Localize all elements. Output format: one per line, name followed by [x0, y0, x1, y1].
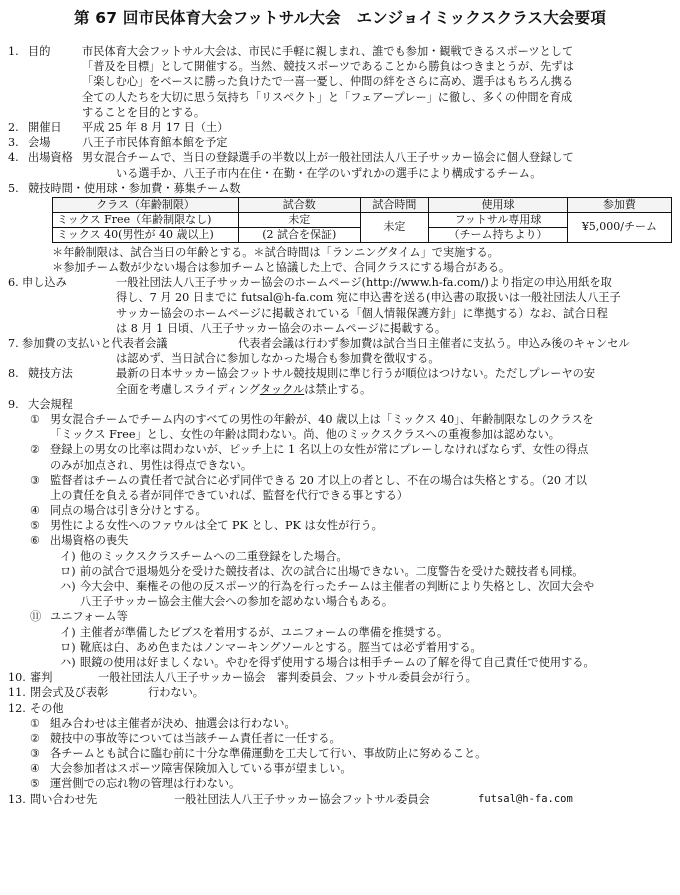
rule-item: [8, 442, 672, 457]
item-mark: ②: [30, 731, 41, 745]
section-label: 審判: [30, 671, 53, 685]
item-mark: ②: [30, 443, 41, 457]
section-number: 4.: [8, 151, 19, 165]
rule-text: のみが加点され、男性は得点できない。: [50, 458, 253, 472]
section-number: 12.: [8, 701, 26, 715]
sub-text: 眼鏡の使用は好ましくない。やむを得ず使用する場合は相手チームの了解を得て自己責任で使用する。: [80, 655, 595, 669]
time-cell: 未定: [360, 212, 429, 242]
application-text: は 8 月 1 日頃、八王子サッカー協会のホームページに掲載する。: [116, 321, 447, 335]
ball-note: （チーム持ちより）: [429, 227, 568, 242]
section-label: 問い合わせ先: [30, 792, 98, 806]
other-text: 運営側での忘れ物の管理は行わない。: [50, 777, 241, 791]
table-note: [8, 260, 672, 275]
section-label: 開催日: [28, 120, 62, 134]
section-label: 参加費の支払いと代表者会議: [22, 337, 168, 350]
rules-text-c: は禁止する。: [304, 382, 372, 396]
other-text: 組み合わせは主催者が決め、抽選会は行わない。: [50, 716, 296, 730]
rule-text: 男性による女性へのファウルは全て PK とし、PK は女性が行う。: [50, 519, 383, 533]
rule-text: 監督者はチームの責任者で試合に必ず同伴できる 20 才以上の者とし、不在の場合は失格とする。（20 才以: [50, 473, 587, 487]
item-mark: ⑤: [30, 519, 41, 533]
sub-item: [8, 594, 672, 609]
section-label: 目的: [28, 45, 51, 58]
item-mark: ③: [30, 473, 41, 487]
section-number: 5.: [8, 181, 19, 195]
rule-item: [8, 427, 672, 442]
list-item: [8, 761, 672, 776]
rule-item: [8, 473, 672, 488]
purpose-line-row: [8, 59, 672, 74]
sub-text: 主催者が準備したビブスを着用するが、ユニフォームの準備を推奨する。: [80, 625, 449, 639]
item-mark: ⑥: [30, 534, 41, 548]
rule-text: 同点の場合は引き分けとする。: [50, 504, 207, 518]
section-12: [8, 701, 672, 716]
rules-text: [116, 382, 371, 397]
fee-table: [52, 197, 672, 243]
ball-cell: フットサル専用球: [429, 212, 568, 227]
application-row: [8, 290, 672, 305]
sub-mark: ロ): [60, 564, 76, 578]
payment-text: 代表者会議は行わず参加費は試合当日主催者に支払う。申込み後のキャンセル: [238, 337, 630, 350]
other-text: 各チームとも試合に臨む前に十分な準備運動を工夫して行い、事故防止に努めること。: [50, 747, 487, 761]
page-title: 第 67 回市民体育大会フットサル大会 エンジョイミックスクラス大会要項: [73, 9, 607, 27]
application-text: サッカー協会のホームページに掲載されている「個人情報保護方針」に準拠する）なお、試合日程: [116, 306, 608, 320]
sub-text: 今大会中、棄権その他の反スポーツ的行為を行ったチームは主催者の判断により失格とし、次回大会や: [80, 580, 595, 593]
rule-item: [8, 412, 672, 427]
matches-cell: 未定: [239, 212, 360, 227]
payment-text: は認めず、当日試合に参加しなかった場合も参加費を徴収する。: [116, 352, 440, 366]
rule-text: ユニフォーム等: [50, 610, 128, 624]
sub-mark: ハ): [60, 580, 76, 593]
header-fee: 参加費: [567, 197, 671, 212]
section-number: 11.: [8, 686, 26, 700]
rule-item: [8, 458, 672, 473]
header-ball: 使用球: [429, 197, 568, 212]
sub-text: 靴底は白、あめ色またはノンマーキングソールとする。脛当ては必ず着用する。: [80, 640, 482, 654]
eligibility-text: 男女混合チームで、当日の登録選手の半数以上が一般社団法人八王子サッカー協会に個人登録して: [82, 151, 574, 165]
fee-cell: ¥5,000/チーム: [567, 212, 671, 242]
sub-mark: イ): [60, 549, 76, 563]
other-text: 大会参加者はスポーツ障害保険加入している事が望ましい。: [50, 762, 352, 776]
referee-text: 一般社団法人八王子サッカー協会 審判委員会、フットサル委員会が行う。: [98, 671, 477, 685]
class-40: ミックス 40(男性が 40 歳以上): [53, 227, 239, 242]
note-text: ＊年齢制限は、試合当日の年齢とする。＊試合時間は「ランニングタイム」で実施する。: [52, 245, 499, 259]
application-row: [8, 321, 672, 336]
table-row: [53, 212, 672, 227]
sub-item: [8, 549, 672, 564]
purpose-line-row: [8, 90, 672, 105]
header-class: クラス（年齢制限）: [53, 197, 239, 212]
item-mark: ③: [30, 747, 41, 761]
rule-item: [8, 518, 672, 533]
list-item: [8, 731, 672, 746]
section-label: 申し込み: [22, 276, 67, 290]
section-number: 2.: [8, 120, 19, 134]
section-label: 競技方法: [28, 367, 73, 381]
purpose-line: することを目的とする。: [82, 105, 206, 119]
contact-email: futsal@h-fa.com: [478, 792, 573, 805]
section-6: [8, 275, 672, 290]
purpose-line: 全ての人たちを大切に思う気持ち「リスペクト」と「フェアープレー」に徹し、多くの仲間を育成: [82, 90, 573, 104]
sub-text: 前の試合で退場処分を受けた競技者は、次の試合に出場できない。二度警告を受けた競技者も同様。: [80, 564, 584, 578]
venue: 八王子市民体育館本館を予定: [82, 136, 228, 150]
section-3: [8, 135, 672, 150]
section-11: [8, 685, 672, 700]
sub-mark: イ): [60, 625, 76, 639]
item-mark: ①: [30, 412, 41, 426]
section-number: 6.: [8, 276, 19, 290]
rule-text: 男女混合チームでチーム内のすべての男性の年齢が、40 歳以上は「ミックス 40」、年齢制限なしのクラスを: [50, 412, 594, 426]
sub-item: [8, 640, 672, 655]
section-number: 13.: [8, 792, 26, 806]
rules-text-tackle: タックル: [259, 382, 305, 396]
rule-item: [8, 488, 672, 503]
rules-text-a: 全面を考慮しスライディング: [116, 382, 260, 396]
event-date: 平成 25 年 8 月 17 日（土）: [82, 120, 229, 134]
sub-item: [8, 564, 672, 579]
header-matches: 試合数: [239, 197, 360, 212]
section-label: 会場: [28, 136, 51, 150]
payment-row: [8, 351, 672, 366]
list-item: [8, 746, 672, 761]
purpose-line: 「楽しむ心」をベースに勝った負けたで一喜一憂し、仲間の絆をさらに高め、選手はもちろん携る: [82, 75, 574, 89]
section-8: [8, 366, 672, 381]
rules-text: 最新の日本サッカー協会フットサル競技規則に準じ行うが順位はつけない。ただしプレーヤの安: [116, 367, 596, 381]
purpose-line: 「普及を目標」として開催する。当然、競技スポーツであることから勝負はつきまとうが、先ずは: [82, 60, 574, 74]
purpose-line-row: [8, 74, 672, 89]
rule-text: 出場資格の喪失: [50, 534, 129, 548]
section-10: [8, 670, 672, 685]
contact-text: 一般社団法人八王子サッカー協会フットサル委員会: [174, 792, 430, 806]
section-7: [8, 336, 672, 351]
sub-mark: ロ): [60, 640, 76, 654]
rules-row: [8, 382, 672, 397]
rule-item: [8, 533, 672, 548]
item-mark: ①: [30, 716, 41, 730]
purpose-line-row: [8, 105, 672, 120]
section-4: [8, 150, 672, 165]
table-header-row: [53, 197, 672, 212]
rule-text: 登録上の男女の比率は問わないが、ピッチ上に 1 名以上の女性が常にプレーしなければならず、女性の得点: [50, 443, 589, 457]
section-label: 競技時間・使用球・参加費・募集チーム数: [28, 181, 241, 195]
item-mark: ⑤: [30, 777, 41, 791]
item-mark: ④: [30, 504, 41, 518]
sub-mark: ハ): [60, 655, 76, 669]
section-number: 7.: [8, 337, 19, 350]
item-mark: ⑪: [30, 610, 42, 624]
section-2: [8, 120, 672, 135]
section-label: 出場資格: [28, 151, 73, 165]
section-label: 大会規程: [28, 397, 73, 411]
section-number: 9.: [8, 397, 19, 411]
list-item: [8, 776, 672, 791]
application-text: 一般社団法人八王子サッカー協会のホームページ(http://www.h-fa.com/)より指定の申込用紙を取: [116, 276, 612, 290]
rule-item: [8, 609, 672, 624]
section-1: [8, 44, 672, 59]
item-mark: ④: [30, 762, 41, 776]
sub-text: 他のミックスクラスチームへの二重登録をした場合。: [80, 549, 348, 563]
application-row: [8, 306, 672, 321]
class-free: ミックス Free（年齢制限なし): [53, 212, 239, 227]
rule-text: 上の責任を負える者が同伴できていれば、監督を代行できる事とする）: [50, 488, 409, 502]
section-number: 10.: [8, 671, 26, 685]
application-text: 得し、7 月 20 日までに futsal@h-fa.com 宛に申込書を送る(申込書の取扱いは一般社団法人八王子: [116, 291, 621, 305]
rule-item: [8, 503, 672, 518]
table-note: [8, 245, 672, 260]
sub-item: [8, 625, 672, 640]
rule-text: 「ミックス Free」とし、女性の年齢は問わない。尚、他のミックスクラスへの重複参加は認めない。: [50, 428, 560, 442]
sub-item: [8, 655, 672, 670]
section-number: 1.: [8, 45, 19, 58]
other-text: 競技中の事故等については当該チーム責任者に一任する。: [50, 731, 341, 745]
section-9: [8, 397, 672, 412]
section-number: 8.: [8, 367, 19, 381]
section-label: 閉会式及び表彰: [30, 686, 109, 700]
section-label: その他: [30, 701, 64, 715]
sub-text: 八王子サッカー協会主催大会への参加を認めない場合もある。: [80, 595, 394, 609]
eligibility-row: [8, 166, 672, 181]
list-item: [8, 716, 672, 731]
ceremony-text: 行わない。: [148, 686, 204, 700]
note-text: ＊参加チーム数が少ない場合は参加チームと協議した上で、合同クラスにする場合がある。: [52, 261, 511, 275]
section-number: 3.: [8, 136, 19, 150]
sub-item: [8, 579, 672, 594]
section-5: [8, 181, 672, 196]
header-time: 試合時間: [360, 197, 429, 212]
purpose-line: 市民体育大会フットサル大会は、市民に手軽に親しまれ、誰でも参加・観戦できるスポーツとして: [82, 45, 574, 58]
section-13: [8, 792, 672, 807]
eligibility-text: いる選手か、八王子市内在住・在勤・在学のいずれかの選手により構成するチーム。: [116, 166, 542, 180]
matches-guarantee: (2 試合を保証): [239, 227, 360, 242]
